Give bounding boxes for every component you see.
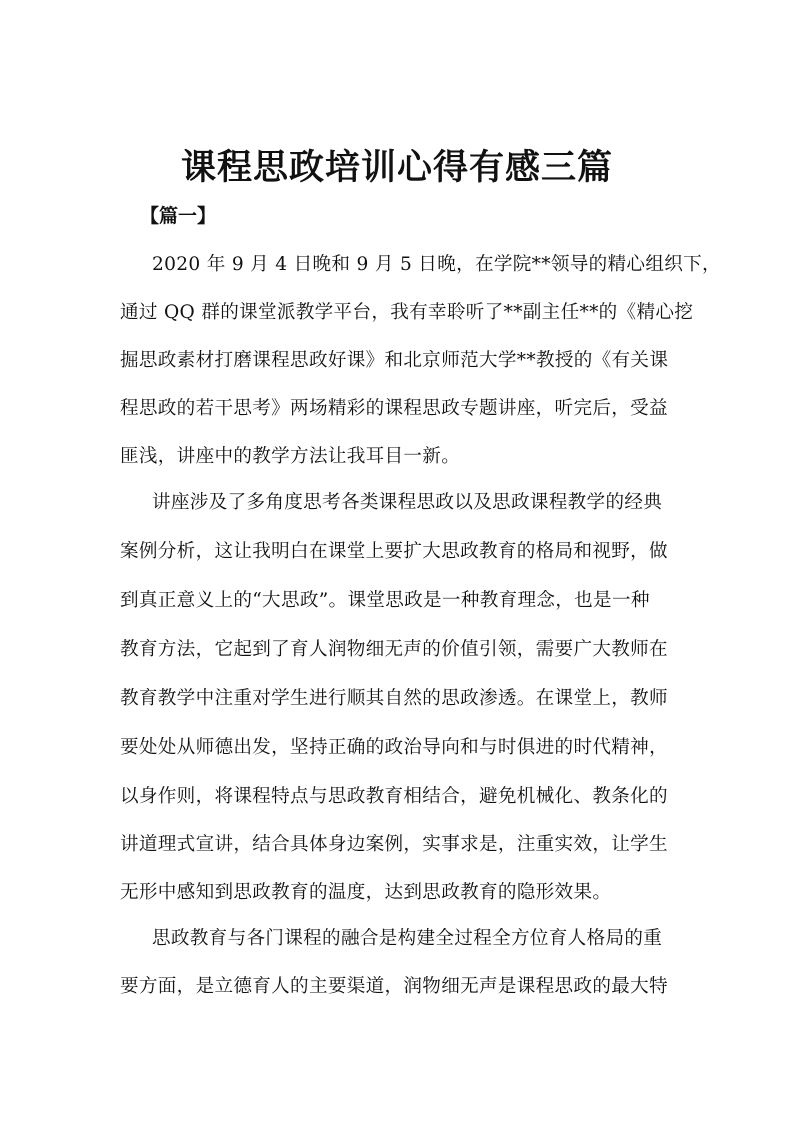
paragraph-2-line-6: 要处处从师德出发，坚持正确的政治导向和与时俱进的时代精神，: [120, 737, 668, 758]
paragraph-2-line-8: 讲道理式宣讲，结合具体身边案例，实事求是，注重实效，让学生: [120, 834, 668, 855]
paragraph-2-line-7: 以身作则，将课程特点与思政教育相结合，避免机械化、教条化的: [120, 786, 668, 807]
paragraph-3-line-2: 要方面，是立德育人的主要渠道，润物细无声是课程思政的最大特: [120, 976, 668, 997]
paragraph-2-line-4: 教育方法，它起到了育人润物细无声的价值引领，需要广大教师在: [120, 639, 668, 660]
paragraph-1-line-4: 程思政的若干思考》两场精彩的课程思政专题讲座，听完后，受益: [120, 398, 668, 419]
section-label: 【篇一】: [140, 205, 217, 227]
paragraph-2-line-9: 无形中感知到思政教育的温度，达到思政教育的隐形效果。: [120, 882, 612, 903]
paragraph-3-line-1: 思政教育与各门课程的融合是构建全过程全方位育人格局的重: [152, 928, 663, 949]
paragraph-2-line-2: 案例分析，这让我明白在课堂上要扩大思政教育的格局和视野，做: [120, 541, 668, 562]
paragraph-1-line-5: 匪浅，讲座中的教学方法让我耳目一新。: [120, 446, 461, 467]
paragraph-2-line-3: 到真正意义上的“大思政”。课堂思政是一种教育理念，也是一种: [120, 590, 650, 611]
paragraph-1-line-3: 掘思政素材打磨课程思政好课》和北京师范大学**教授的《有关课: [120, 350, 669, 371]
paragraph-1-line-2: 通过 QQ 群的课堂派教学平台，我有幸聆听了**副主任**的《精心挖: [120, 302, 694, 323]
paragraph-1-line-1: 2020 年 9 月 4 日晚和 9 月 5 日晚，在学院**领导的精心组织下，: [152, 254, 721, 275]
document-title: 课程思政培训心得有感三篇: [180, 148, 613, 188]
paragraph-2-line-1: 讲座涉及了多角度思考各类课程思政以及思政课程教学的经典: [152, 492, 663, 513]
paragraph-2-line-5: 教育教学中注重对学生进行顺其自然的思政渗透。在课堂上，教师: [120, 688, 668, 709]
